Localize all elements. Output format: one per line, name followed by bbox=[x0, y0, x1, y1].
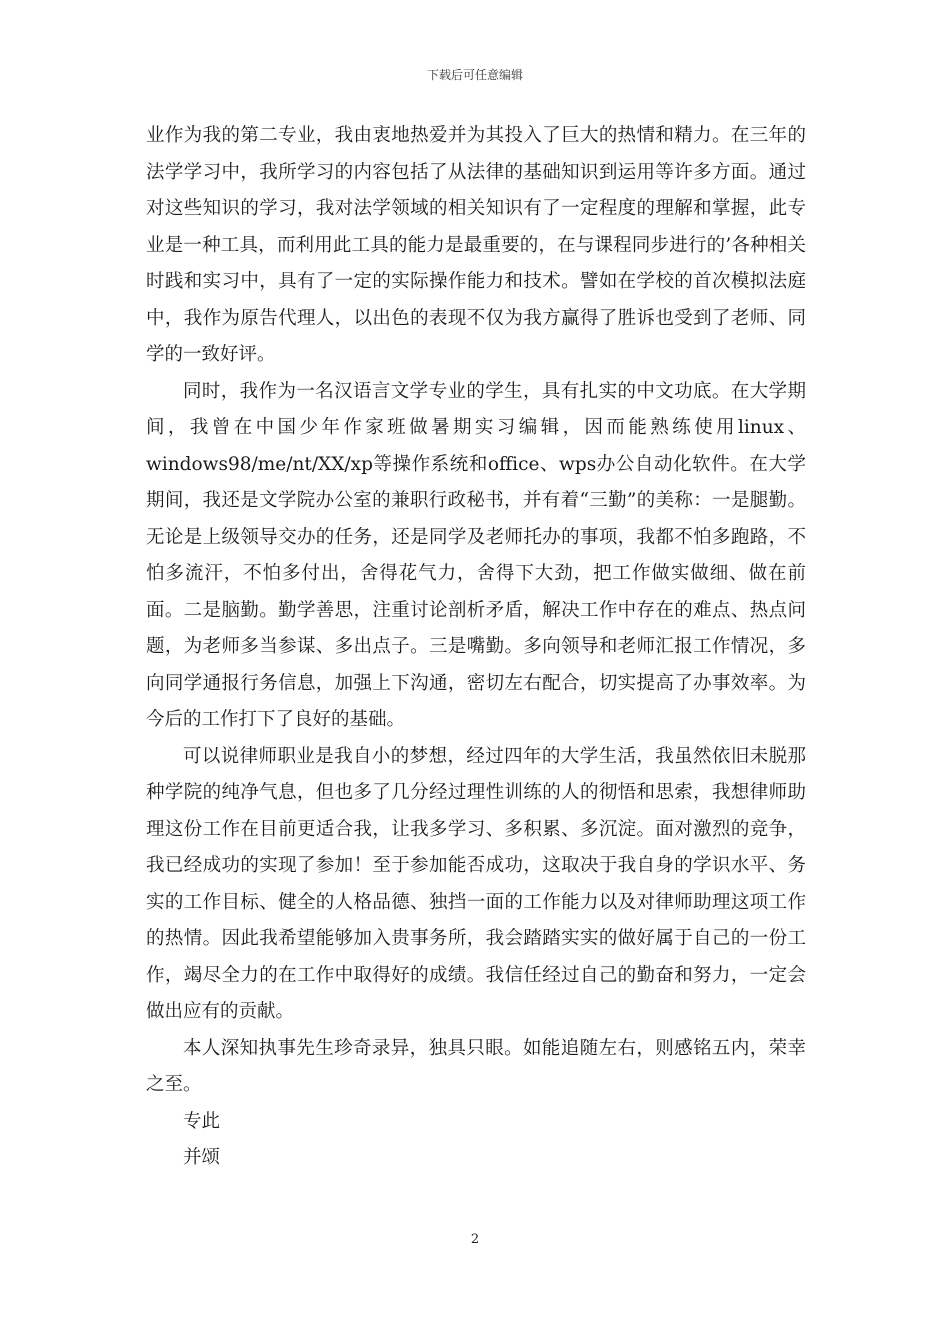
paragraph-law-study: 业作为我的第二专业，我由衷地热爱并为其投入了巨大的热情和精力。在三年的法学学习中，我所学习的内容包括了从法律的基础知识到运用等许多方面。通过对这些知识的学习，我对法学领域的相关知识有了一定程度的理解和掌握，此专业是一种工具，而利用此工具的能力是最重要的，在与课程同步进行的’各种相关时践和实习中，具有了一定的实际操作能力和技术。譬如在学校的首次模拟法庭中，我作为原告代理人，以出色的表现不仅为我方赢得了胜诉也受到了老师、同学的一致好评。 bbox=[146, 125, 806, 365]
paragraph-lawyer-dream: 可以说律师职业是我自小的梦想，经过四年的大学生活，我虽然依旧未脱那种学院的纯净气息，但也多了几分经过理性训练的人的彻悟和思索，我想律师助理这份工作在目前更适合我，让我多学习、多积累、多沉淀。面对激烈的竞争，我已经成功的实现了参加！至于参加能否成功，这取决于我自身的学识水平、务实的工作目标、健全的人格品德、独挡一面的工作能力以及对律师助理这项工作的热情。因此我希望能够加入贵事务所，我会踏踏实实的做好属于自己的一份工作，竭尽全力的在工作中取得好的成绩。我信任经过自己的勤奋和努力，一定会做出应有的贡献。 bbox=[146, 745, 806, 1022]
document-body bbox=[146, 118, 806, 1177]
paragraph-closing: 本人深知执事先生珍奇录异，独具只眼。如能追随左右，则感铭五内，荣幸之至。 bbox=[146, 1037, 806, 1095]
paragraph-chinese-literature: 同时，我作为一名汉语言文学专业的学生，具有扎实的中文功底。在大学期间，我曾在中国少年作家班做暑期实习编辑，因而能熟练使用linux、windows98/me/nt/XX/xp等操作系统和office、wps办公自动化软件。在大学期间，我还是文学院办公室的兼职行政秘书，并有着“三勤”的美称：一是腿勤。无论是上级领导交办的任务，还是同学及老师托办的事项，我都不怕多跑路，不怕多流汗，不怕多付出，舍得花气力，舍得下大劲，把工作做实做细、做在前面。二是脑勤。勤学善思，注重讨论剖析矛盾，解决工作中存在的难点、热点问题，为老师多当参谋、多出点子。三是嘴勤。多向领导和老师汇报工作情况，多向同学通报行务信息，加强上下沟通，密切左右配合，切实提高了办事效率。为今后的工作打下了良好的基础。 bbox=[146, 380, 806, 730]
salutation-zhuanci: 专此 bbox=[183, 1110, 221, 1132]
page-number: 2 bbox=[470, 1232, 480, 1247]
page-header: 下载后可任意编辑 bbox=[426, 68, 523, 82]
salutation-bingsong: 并颂 bbox=[183, 1147, 221, 1168]
